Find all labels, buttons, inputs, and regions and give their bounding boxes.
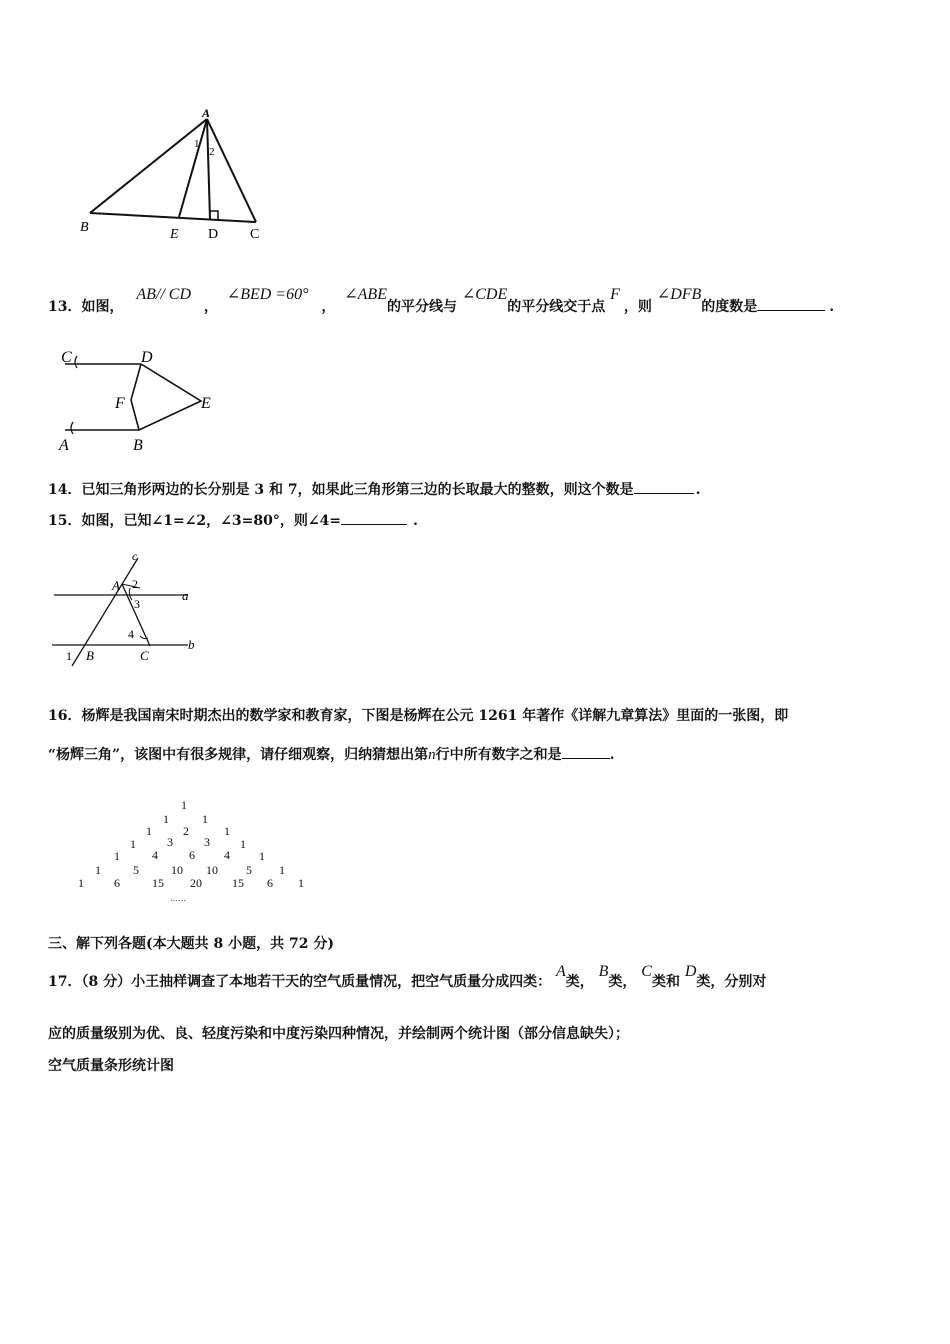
label-A: A: [112, 578, 120, 593]
angle-4-label: 4: [128, 627, 134, 641]
question-16-line-1: [48, 706, 788, 726]
answer-blank[interactable]: [634, 479, 694, 494]
label-E: E: [201, 395, 211, 412]
angle-3-label: 3: [134, 597, 140, 611]
triangle-number: 1: [298, 876, 304, 890]
section-heading: [48, 934, 334, 954]
triangle-number: 1: [202, 812, 208, 826]
triangle-number: 10: [171, 863, 183, 877]
triangle-number: 4: [224, 848, 230, 862]
answer-blank[interactable]: [341, 510, 407, 525]
triangle-number: 1: [259, 849, 265, 863]
triangle-number: 4: [152, 848, 158, 862]
parallel-lines-figure-13: [55, 342, 225, 457]
triangle-number: 5: [133, 863, 139, 877]
triangle-number: 1: [279, 863, 285, 877]
q13-text: 的平分线与: [386, 299, 457, 315]
q17-text: 17．（8 分）小王抽样调查了本地若干天的空气质量情况，把空气质量分成四类：: [48, 974, 552, 990]
q16-math-n: n: [428, 747, 436, 763]
q17-text: 类，分别对: [696, 974, 767, 990]
triangle-number: 6: [267, 876, 273, 890]
transversal-figure-15: [48, 548, 208, 673]
q13-text: ，则: [623, 299, 652, 315]
label-B: B: [133, 437, 143, 454]
q13-number: 13．如图，: [48, 299, 124, 315]
q13-math-point-f: F: [610, 286, 620, 303]
q16-text: 16．杨辉是我国南宋时期杰出的数学家和教育家，下图是杨辉在公元 1261 年著作《详解九章算法》里面的一张图，即: [48, 708, 789, 724]
q15-end: .: [413, 513, 418, 529]
chart-caption: 空气质量条形统计图: [48, 1058, 174, 1074]
question-14: [48, 479, 700, 500]
angle-2-label: 2: [209, 146, 215, 158]
triangle-number: 1: [163, 812, 169, 826]
question-17-line-1: [48, 963, 767, 992]
triangle-number: 1: [114, 849, 120, 863]
label-A: A: [59, 437, 69, 454]
q17-math-C: C: [641, 963, 652, 980]
q17-math-A: A: [555, 963, 566, 980]
triangle-number: 20: [190, 876, 202, 890]
label-c: c: [132, 549, 138, 563]
q13-math-angle-bed: ∠BED =60°: [226, 286, 309, 303]
q15-text: 15．如图，已知∠1=∠2，∠3=80°，则∠4=: [48, 513, 342, 529]
label-D: D: [208, 227, 219, 242]
triangle-number: 1: [181, 798, 187, 812]
label-a: a: [182, 588, 189, 603]
angle-1-label: 1: [194, 138, 200, 150]
triangle-number: 1: [146, 824, 152, 838]
label-C: C: [250, 227, 260, 242]
triangle-number: 1: [95, 863, 101, 877]
label-B: B: [86, 648, 94, 663]
triangle-number: 5: [246, 863, 252, 877]
triangle-ellipsis: ……: [170, 894, 186, 903]
q13-math-angle-dfb: ∠DFB: [656, 286, 702, 303]
angle-1-label: 1: [66, 649, 72, 663]
question-16-line-2: [48, 744, 614, 765]
triangle-number: 15: [232, 876, 244, 890]
answer-blank[interactable]: [757, 296, 825, 311]
label-E: E: [170, 227, 179, 242]
label-D: D: [141, 349, 153, 366]
question-17-line-2: [48, 1024, 629, 1044]
triangle-figure-12: [70, 105, 280, 245]
q13-text: 的平分线交于点: [507, 299, 606, 315]
q13-text: 的度数是: [701, 299, 758, 315]
q13-separator: ，: [321, 299, 336, 315]
q13-separator: ，: [203, 299, 218, 315]
q16-text: 行中所有数字之和是: [435, 747, 562, 763]
section-3-title: 三、解下列各题(本大题共 8 小题，共 72 分): [48, 936, 334, 952]
q17-text: 应的质量级别为优、良、轻度污染和中度污染四种情况，并绘制两个统计图（部分信息缺失）；: [48, 1026, 629, 1042]
q16-end: .: [609, 747, 615, 763]
triangle-number: 15: [152, 876, 164, 890]
triangle-number: 6: [114, 876, 120, 890]
question-15: [48, 510, 418, 531]
triangle-number: 10: [206, 863, 218, 877]
q16-text: “杨辉三角”，该图中有很多规律，请仔细观察，归纳猜想出第: [48, 747, 429, 763]
triangle-number: 3: [167, 835, 173, 849]
triangle-number: 6: [189, 848, 195, 862]
label-C: C: [140, 648, 149, 663]
label-F: F: [115, 395, 125, 412]
triangle-number: 1: [130, 837, 136, 851]
question-13: [48, 286, 835, 317]
q17-text: 类，: [565, 974, 594, 990]
triangle-number: 2: [183, 824, 189, 838]
question-17-line-3: [48, 1056, 174, 1076]
q13-math-angle-cde: ∠CDE: [461, 286, 508, 303]
label-A: A: [202, 106, 211, 120]
q13-math-ab-parallel-cd: AB// CD: [136, 286, 192, 303]
q17-math-B: B: [598, 963, 609, 980]
q17-text: 类，: [608, 974, 637, 990]
q14-text: 14．已知三角形两边的长分别是 3 和 7，如果此三角形第三边的长取最大的整数，则这个数是: [48, 482, 634, 498]
triangle-number: 1: [78, 876, 84, 890]
angle-2-label: 2: [132, 577, 138, 591]
q14-end: .: [695, 482, 701, 498]
answer-blank[interactable]: [562, 744, 610, 759]
label-B: B: [80, 220, 89, 235]
q17-math-D: D: [684, 963, 697, 980]
q17-text: 类和: [651, 974, 680, 990]
label-C: C: [61, 349, 72, 366]
triangle-number: 1: [224, 824, 230, 838]
yang-hui-triangle: [70, 790, 320, 910]
q13-end: .: [829, 299, 835, 315]
label-b: b: [188, 637, 195, 652]
triangle-number: 3: [204, 835, 210, 849]
triangle-number: 1: [240, 837, 246, 851]
q13-math-angle-abe: ∠ABE: [344, 286, 387, 303]
